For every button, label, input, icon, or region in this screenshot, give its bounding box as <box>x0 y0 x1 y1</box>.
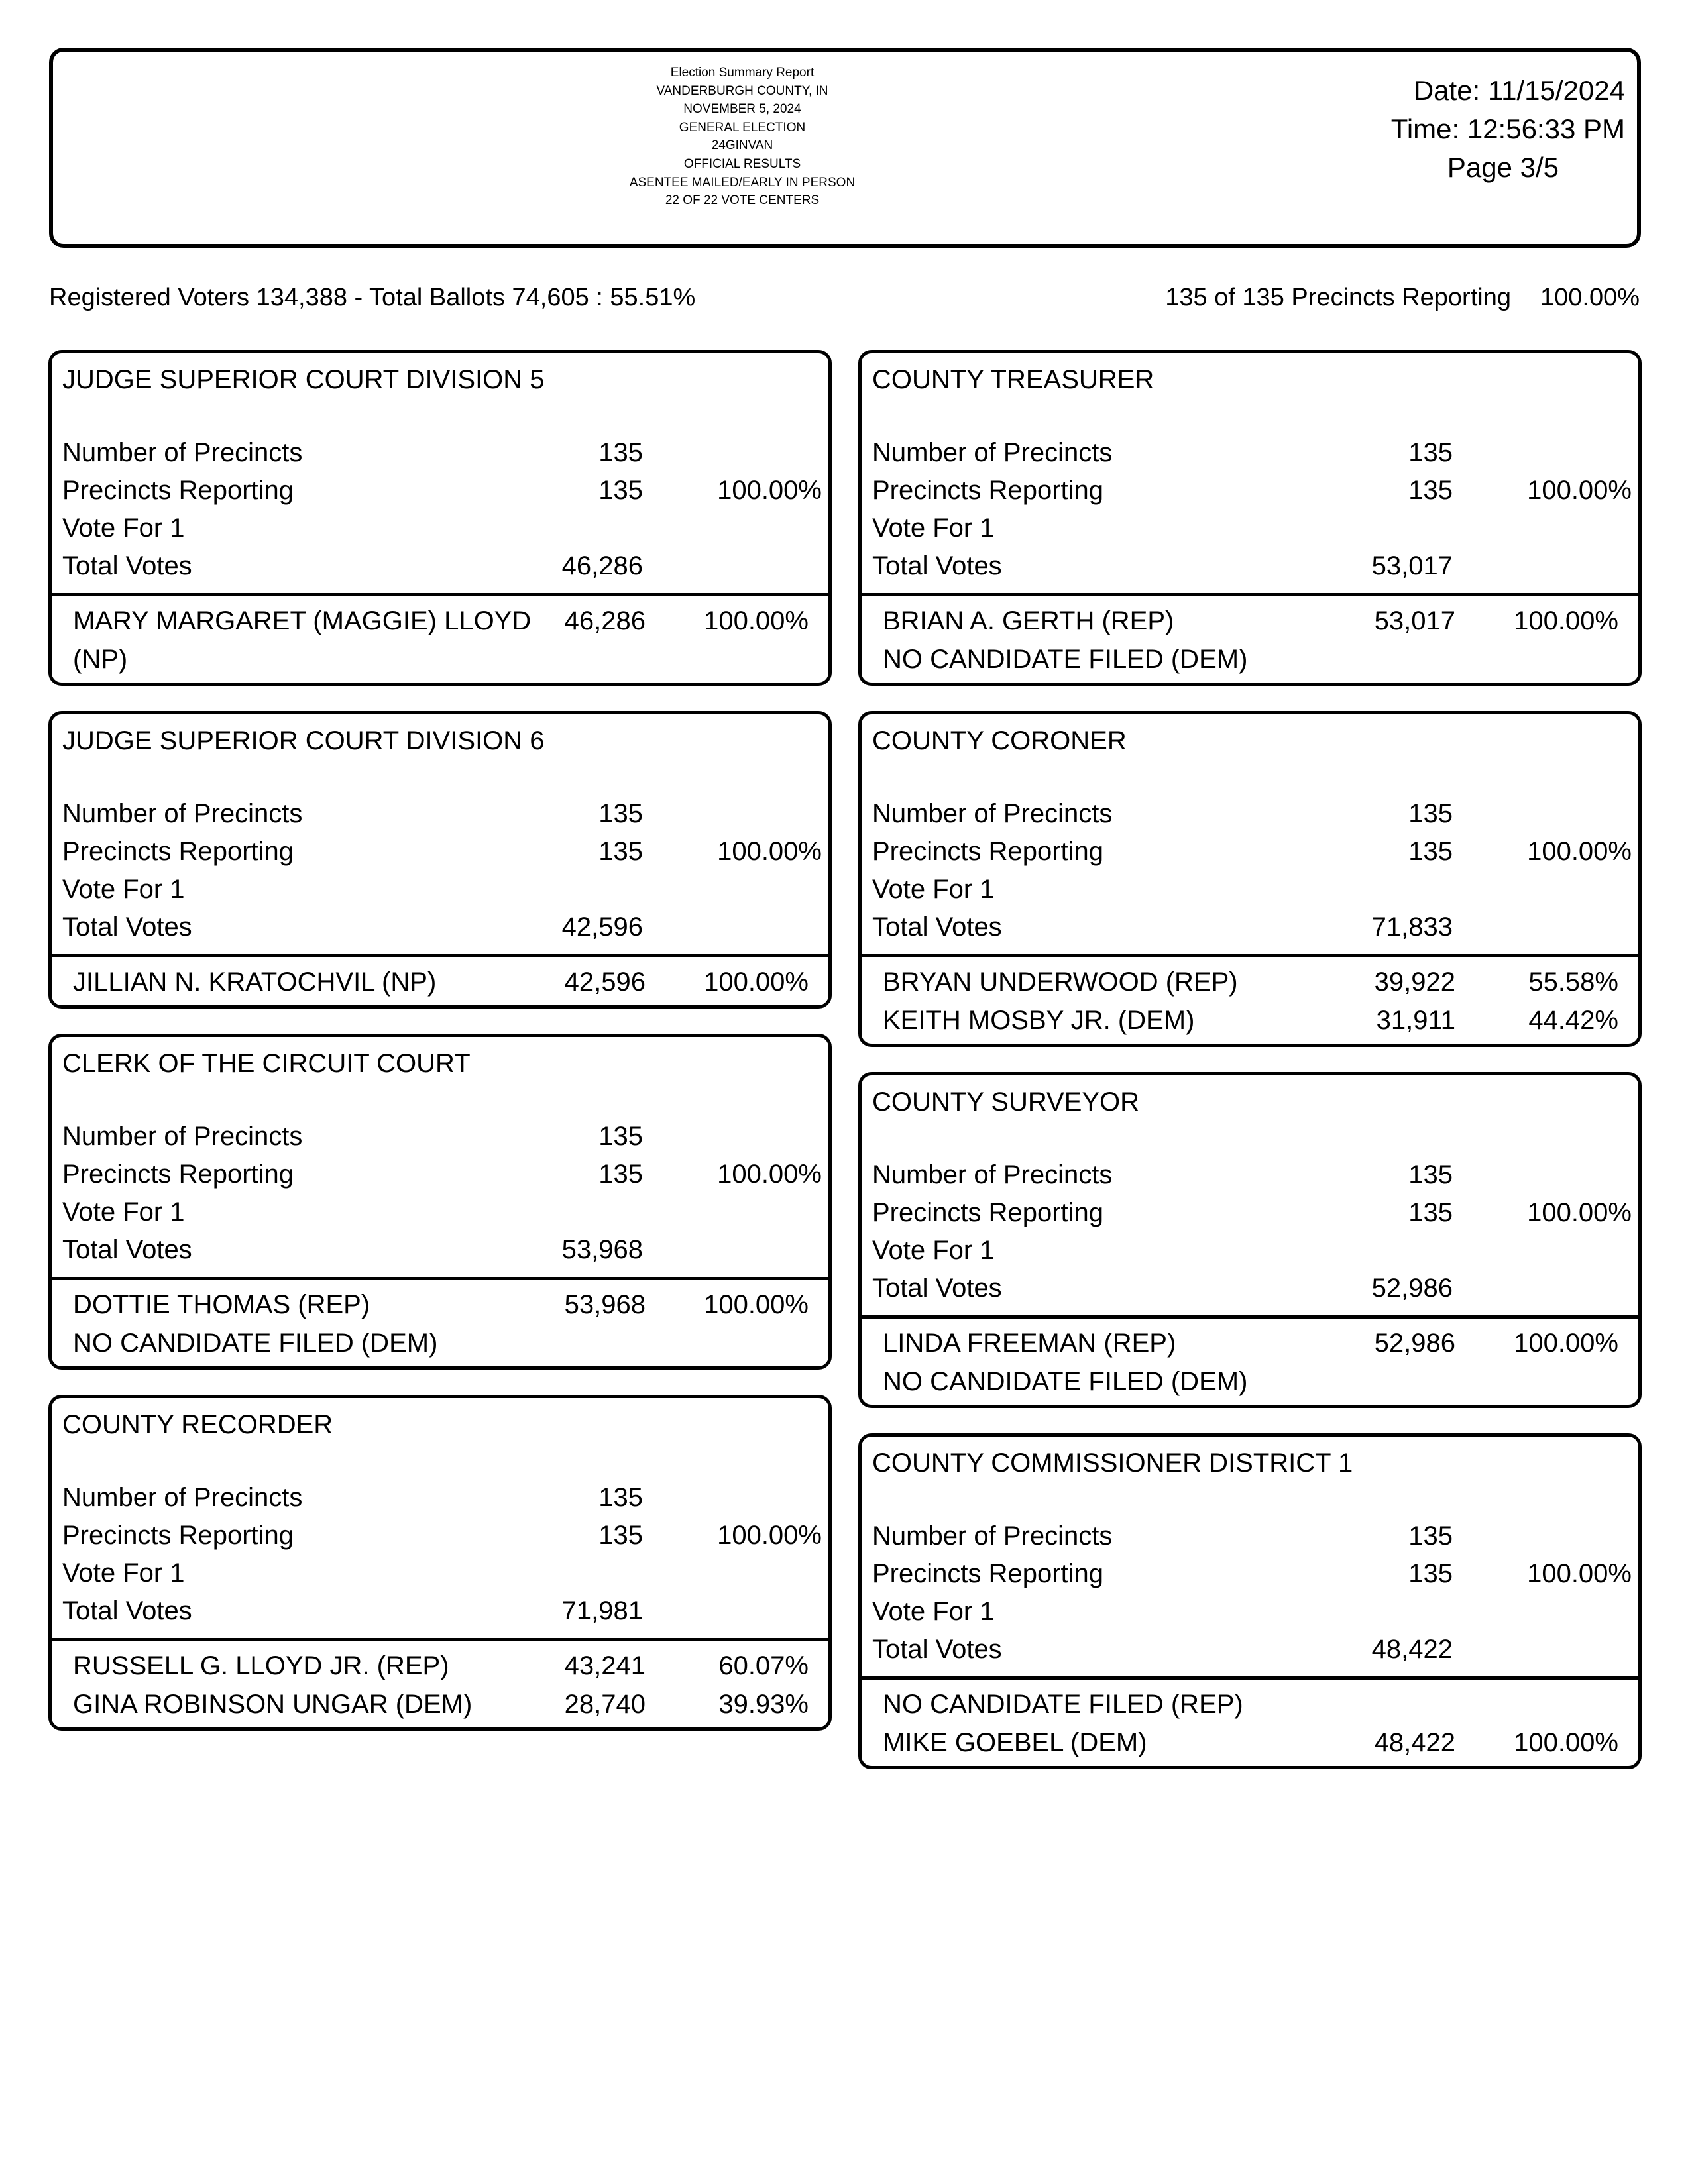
total-votes-value: 71,981 <box>561 1596 643 1625</box>
contest-card <box>48 711 832 1009</box>
vote-for-label: Vote For 1 <box>872 1236 995 1265</box>
report-time: Time: 12:56:33 PM <box>1390 113 1625 144</box>
candidate-votes: 31,911 <box>1376 1006 1455 1035</box>
candidate-row <box>862 1324 1638 1362</box>
precincts-reporting-summary: 135 of 135 Precincts Reporting <box>1165 284 1511 311</box>
num-precincts-label: Number of Precincts <box>62 1483 303 1512</box>
candidate-row <box>862 1723 1638 1762</box>
precincts-reporting-label: Precincts Reporting <box>62 476 294 505</box>
total-votes-label: Total Votes <box>872 912 1002 942</box>
precincts-reporting-pct: 100.00% <box>1527 837 1632 866</box>
precincts-reporting-pct: 100.00% <box>717 1521 822 1550</box>
contest-title: COUNTY CORONER <box>872 726 1127 755</box>
precincts-reporting-label: Precincts Reporting <box>872 1198 1104 1227</box>
total-votes-label: Total Votes <box>62 1596 192 1625</box>
candidate-name: JILLIAN N. KRATOCHVIL (NP) <box>73 967 437 997</box>
num-precincts-label: Number of Precincts <box>872 1521 1113 1551</box>
total-votes-value: 53,017 <box>1371 551 1453 580</box>
contest-card <box>858 350 1642 686</box>
num-precincts-value: 135 <box>598 438 643 467</box>
precincts-reporting-label: Precincts Reporting <box>62 1160 294 1189</box>
vote-for-label: Vote For 1 <box>62 875 185 904</box>
precincts-reporting-value: 135 <box>1408 476 1453 505</box>
precincts-reporting-value: 135 <box>1408 837 1453 866</box>
vote-for-label: Vote For 1 <box>62 1558 185 1588</box>
election-type: GENERAL ELECTION <box>679 120 806 135</box>
contest-title: JUDGE SUPERIOR COURT DIVISION 5 <box>62 365 545 394</box>
total-votes-value: 48,422 <box>1371 1635 1453 1664</box>
precincts-reporting-value: 135 <box>598 837 643 866</box>
election-date: NOVEMBER 5, 2024 <box>683 102 801 117</box>
contest-title: COUNTY SURVEYOR <box>872 1087 1140 1117</box>
contest-card <box>48 350 832 686</box>
candidate-name: BRYAN UNDERWOOD (REP) <box>883 967 1238 997</box>
precincts-reporting-pct: 100.00% <box>717 1160 822 1189</box>
candidate-votes: 46,286 <box>564 606 646 635</box>
candidate-pct: 39.93% <box>718 1690 809 1719</box>
page-number: Page 3/5 <box>1447 152 1559 183</box>
candidate-votes: 42,596 <box>564 967 646 997</box>
precincts-reporting-pct: 100.00% <box>1527 1559 1632 1588</box>
results-type: OFFICIAL RESULTS <box>683 156 801 171</box>
num-precincts-value: 135 <box>598 1122 643 1151</box>
report-header <box>49 48 1641 248</box>
report-meta <box>1347 72 1625 187</box>
candidate-votes: 53,968 <box>564 1290 646 1319</box>
num-precincts-label: Number of Precincts <box>62 799 303 828</box>
candidate-name: LINDA FREEMAN (REP) <box>883 1329 1176 1358</box>
candidate-pct: 44.42% <box>1528 1006 1618 1035</box>
report-date: Date: 11/15/2024 <box>1413 75 1625 106</box>
precincts-reporting-pct: 100.00% <box>1540 284 1640 311</box>
precincts-reporting-pct: 100.00% <box>1527 476 1632 505</box>
candidate-name: BRIAN A. GERTH (REP) <box>883 606 1174 635</box>
num-precincts-label: Number of Precincts <box>872 1160 1113 1189</box>
num-precincts-value: 135 <box>1408 1521 1453 1551</box>
candidate-row <box>862 1685 1638 1723</box>
total-votes-label: Total Votes <box>872 1635 1002 1664</box>
candidate-name: DOTTIE THOMAS (REP) <box>73 1290 370 1319</box>
contest-card <box>48 1395 832 1731</box>
candidate-votes: 43,241 <box>564 1651 646 1680</box>
num-precincts-label: Number of Precincts <box>62 1122 303 1151</box>
precincts-reporting-value: 135 <box>598 476 643 505</box>
contest-title: COUNTY COMMISSIONER DISTRICT 1 <box>872 1448 1353 1478</box>
contest-card <box>858 1072 1642 1408</box>
candidate-name: GINA ROBINSON UNGAR (DEM) <box>73 1690 473 1719</box>
candidate-name: NO CANDIDATE FILED (DEM) <box>883 645 1248 674</box>
precincts-reporting-value: 135 <box>1408 1559 1453 1588</box>
precincts-summary <box>1165 284 1640 312</box>
candidate-pct: 100.00% <box>1514 1728 1618 1757</box>
total-votes-value: 46,286 <box>561 551 643 580</box>
total-votes-label: Total Votes <box>62 1235 192 1264</box>
total-votes-value: 53,968 <box>561 1235 643 1264</box>
candidate-pct: 55.58% <box>1528 967 1618 997</box>
election-code: 24GINVAN <box>711 138 773 153</box>
candidate-row <box>52 1324 828 1362</box>
vote-centers: 22 OF 22 VOTE CENTERS <box>665 193 820 208</box>
turnout-summary: Registered Voters 134,388 - Total Ballots 74,605 : 55.51% <box>49 284 696 311</box>
num-precincts-value: 135 <box>598 799 643 828</box>
contest-title: COUNTY TREASURER <box>872 365 1155 394</box>
candidate-votes: 53,017 <box>1374 606 1455 635</box>
candidate-votes: 39,922 <box>1374 967 1455 997</box>
candidate-row <box>52 1647 828 1685</box>
candidate-pct: 100.00% <box>704 1290 809 1319</box>
total-votes-value: 52,986 <box>1371 1274 1453 1303</box>
candidate-name: MIKE GOEBEL (DEM) <box>883 1728 1147 1757</box>
candidate-pct: 100.00% <box>704 967 809 997</box>
candidate-pct: 100.00% <box>1514 1329 1618 1358</box>
candidate-name: RUSSELL G. LLOYD JR. (REP) <box>73 1651 449 1680</box>
vote-for-label: Vote For 1 <box>62 1197 185 1227</box>
contest-card <box>48 1034 832 1370</box>
total-votes-label: Total Votes <box>872 551 1002 580</box>
candidate-name: NO CANDIDATE FILED (DEM) <box>883 1367 1248 1396</box>
contests-left-column <box>48 350 832 1756</box>
num-precincts-value: 135 <box>598 1483 643 1512</box>
num-precincts-value: 135 <box>1408 438 1453 467</box>
candidate-name: NO CANDIDATE FILED (DEM) <box>73 1329 438 1358</box>
vote-for-label: Vote For 1 <box>872 514 995 543</box>
num-precincts-label: Number of Precincts <box>62 438 303 467</box>
precincts-reporting-value: 135 <box>598 1160 643 1189</box>
total-votes-label: Total Votes <box>62 912 192 942</box>
precincts-reporting-pct: 100.00% <box>717 476 822 505</box>
candidate-name: KEITH MOSBY JR. (DEM) <box>883 1006 1195 1035</box>
candidate-name: MARY MARGARET (MAGGIE) LLOYD (NP) <box>73 606 532 674</box>
precincts-reporting-label: Precincts Reporting <box>872 1559 1104 1588</box>
precincts-reporting-label: Precincts Reporting <box>62 837 294 866</box>
candidate-row <box>52 1685 828 1723</box>
report-title: Election Summary Report <box>670 66 815 80</box>
report-header-info <box>510 64 974 210</box>
contest-card <box>858 1433 1642 1769</box>
candidate-votes: 48,422 <box>1374 1728 1455 1757</box>
candidate-pct: 100.00% <box>704 606 809 635</box>
precincts-reporting-value: 135 <box>1408 1198 1453 1227</box>
total-votes-value: 42,596 <box>561 912 643 942</box>
precincts-reporting-label: Precincts Reporting <box>872 476 1104 505</box>
vote-for-label: Vote For 1 <box>872 875 995 904</box>
candidate-votes: 28,740 <box>564 1690 646 1719</box>
precincts-reporting-label: Precincts Reporting <box>62 1521 294 1550</box>
candidate-row <box>862 1362 1638 1401</box>
candidate-row <box>52 963 828 1001</box>
candidate-row <box>862 640 1638 679</box>
precincts-reporting-pct: 100.00% <box>717 837 822 866</box>
candidate-row <box>52 1285 828 1324</box>
county-name: VANDERBURGH COUNTY, IN <box>656 83 828 98</box>
precincts-reporting-value: 135 <box>598 1521 643 1550</box>
contests-right-column <box>858 350 1642 1794</box>
total-votes-label: Total Votes <box>872 1274 1002 1303</box>
candidate-row <box>862 602 1638 640</box>
candidate-votes: 52,986 <box>1374 1329 1455 1358</box>
total-votes-value: 71,833 <box>1371 912 1453 942</box>
num-precincts-value: 135 <box>1408 799 1453 828</box>
contest-title: CLERK OF THE CIRCUIT COURT <box>62 1049 471 1078</box>
num-precincts-value: 135 <box>1408 1160 1453 1189</box>
num-precincts-label: Number of Precincts <box>872 438 1113 467</box>
total-votes-label: Total Votes <box>62 551 192 580</box>
candidate-row <box>862 963 1638 1001</box>
num-precincts-label: Number of Precincts <box>872 799 1113 828</box>
vote-for-label: Vote For 1 <box>62 514 185 543</box>
contest-title: JUDGE SUPERIOR COURT DIVISION 6 <box>62 726 545 755</box>
vote-for-label: Vote For 1 <box>872 1597 995 1626</box>
candidate-pct: 60.07% <box>718 1651 809 1680</box>
precincts-reporting-label: Precincts Reporting <box>872 837 1104 866</box>
ballot-type: ASENTEE MAILED/EARLY IN PERSON <box>629 175 856 190</box>
candidate-row <box>52 602 828 679</box>
candidate-row <box>862 1001 1638 1040</box>
candidate-pct: 100.00% <box>1514 606 1618 635</box>
candidate-name: NO CANDIDATE FILED (REP) <box>883 1690 1243 1719</box>
precincts-reporting-pct: 100.00% <box>1527 1198 1632 1227</box>
contest-title: COUNTY RECORDER <box>62 1410 333 1439</box>
contest-card <box>858 711 1642 1047</box>
